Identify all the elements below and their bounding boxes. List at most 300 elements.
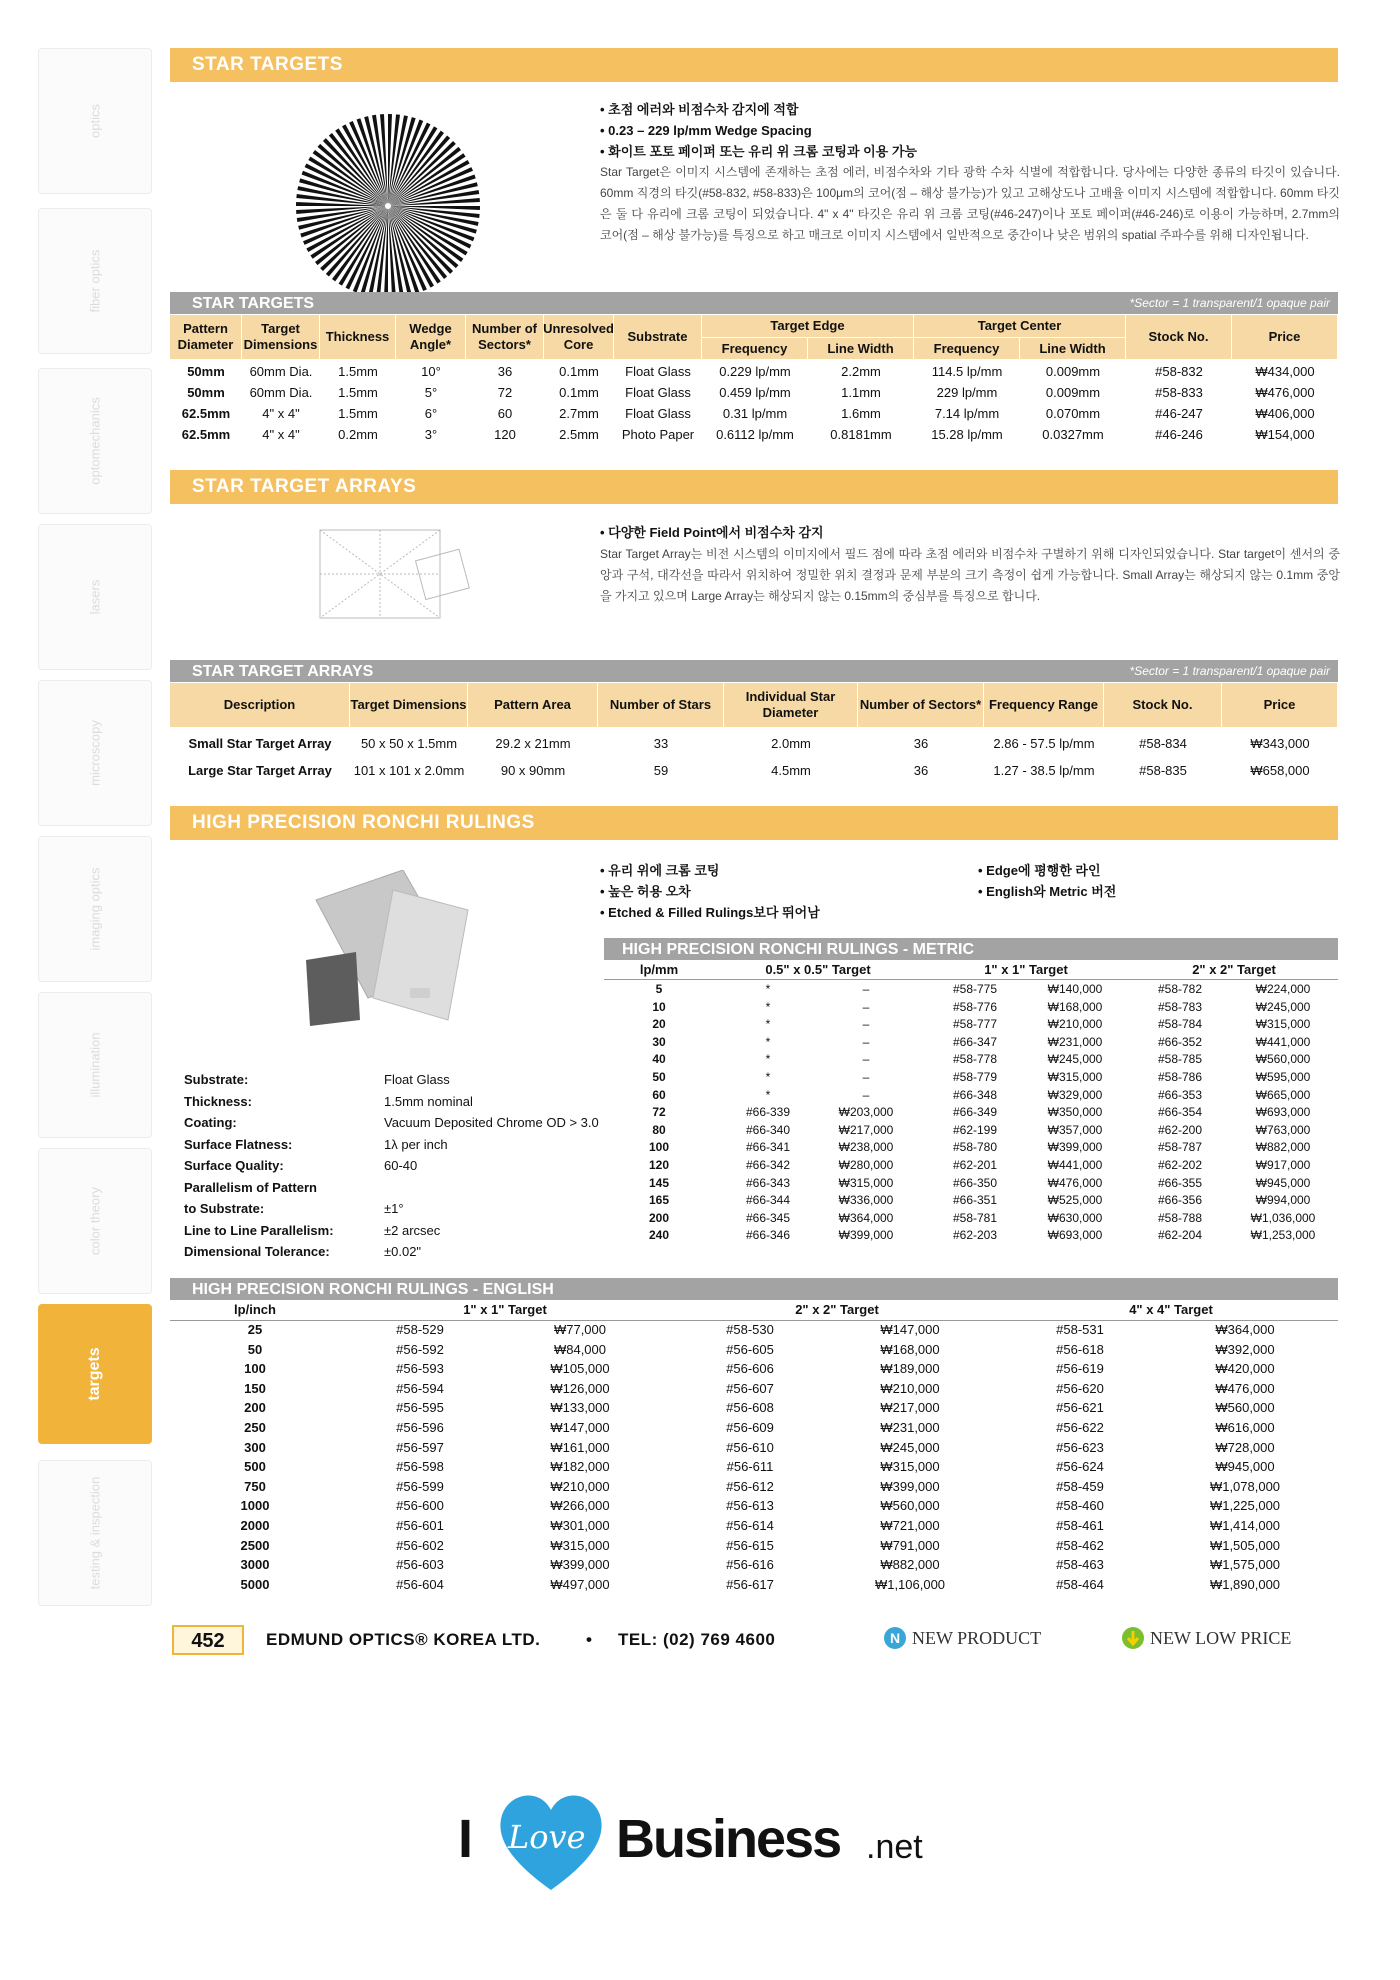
table-cell: #58-788 — [1157, 1210, 1203, 1225]
table-cell: ₩210,000 — [880, 1380, 940, 1396]
table-cell: 15.28 lp/mm — [931, 427, 1003, 442]
col-header: 2" x 2" Target — [1192, 962, 1276, 977]
side-tab-optics[interactable] — [38, 48, 152, 194]
col-header: Number of Sectors* — [858, 683, 984, 727]
spec-value: Vacuum Deposited Chrome OD > 3.0 — [384, 1115, 599, 1130]
table-cell: ₩658,000 — [1250, 763, 1310, 778]
table-cell: 0.0327mm — [1042, 427, 1104, 442]
table-cell: ₩791,000 — [880, 1537, 940, 1553]
col-header: Stock No. — [1104, 683, 1222, 727]
col-header: Price — [1232, 315, 1338, 359]
side-tab-label: optics — [87, 104, 103, 138]
spec-value: Float Glass — [384, 1072, 450, 1087]
spec-label: Line to Line Parallelism: — [184, 1222, 334, 1238]
side-tab-microscopy[interactable] — [38, 680, 152, 826]
table-cell: #66-340 — [745, 1122, 791, 1137]
table-cell: #66-349 — [952, 1105, 998, 1120]
table-cell: 62.5mm — [181, 427, 231, 442]
table-cell: 229 lp/mm — [936, 385, 998, 400]
table-cell: ₩595,000 — [1255, 1070, 1311, 1084]
table-cell: ₩133,000 — [550, 1400, 610, 1416]
table-cell: 2.2mm — [841, 364, 881, 379]
star-array-image — [300, 525, 470, 625]
col-header: Pattern Area — [468, 683, 598, 727]
side-tab-fiber-optics[interactable] — [38, 208, 152, 354]
spec-label: Thickness: — [184, 1093, 252, 1109]
table-cell: #66-343 — [745, 1175, 791, 1190]
table-cell: #56-618 — [1056, 1341, 1104, 1357]
table-cell: #58-531 — [1056, 1322, 1104, 1337]
col-subheader: Frequency — [914, 338, 1020, 359]
table-cell: 36 — [497, 364, 513, 379]
col-header: lp/mm — [639, 962, 679, 977]
table-cell: #56-613 — [726, 1498, 774, 1514]
star-targets-description: Star Target은 이미지 시스템에 존재하는 초점 에러, 비점수차와 기타 광학 수차 식별에 적합합니다. 당사에는 다양한 종류의 타깃이 있습니다. 60mm 직경의 타깃(#58-832, #58-833)은 100μm의 코어(점 – 해상 불가능)가 있고 고해상도나 고배율 이미지 시스템에 적합합니다. 60mm 타깃은 둘 다 유리에 크롬 코팅이 되었습니다. 4" x 4" 타깃은 유리 위 크롬 코팅(#46-247)이나 포토 페이퍼(#46-246)로 이용이 가능하며, 2.7mm의 코어(점 – 해상 불가능)를 특징으로 하고 매크로 이미지 시스템에서 일반적으로 중간이나 낮은 범위의 spatial 주파수를 위해 디자인됩니다. — [600, 165, 1340, 242]
table-cell: #56-601 — [396, 1518, 444, 1533]
table-cell: #58-786 — [1157, 1070, 1203, 1084]
new-low-price-icon — [1122, 1627, 1144, 1649]
table-cell: 60mm Dia. — [249, 385, 313, 400]
table-cell: #62-199 — [952, 1122, 998, 1137]
table-cell: ₩364,000 — [838, 1210, 894, 1225]
table-cell: ₩399,000 — [1047, 1140, 1103, 1155]
table-cell: 165 — [648, 1193, 670, 1208]
table-cell: #56-605 — [726, 1341, 774, 1357]
table-cell: ₩168,000 — [1047, 999, 1103, 1014]
table-cell: 3° — [424, 427, 438, 442]
spec-row — [184, 1072, 594, 1092]
table-cell: 500 — [244, 1459, 266, 1475]
table-cell: * — [765, 1070, 771, 1084]
col-header: Unresolved Core — [544, 315, 614, 359]
side-tab-testing-inspection[interactable] — [38, 1460, 152, 1606]
side-tab-label: lasers — [87, 579, 103, 615]
table-cell: ₩203,000 — [838, 1105, 894, 1120]
table-cell: ₩693,000 — [1255, 1105, 1311, 1120]
table-cell: 100 — [648, 1140, 670, 1155]
arrays-bullets — [600, 522, 1340, 543]
table-cell: 59 — [653, 763, 669, 778]
table-cell: ₩168,000 — [880, 1341, 940, 1357]
table-cell: 120 — [494, 427, 516, 442]
table-cell: ₩945,000 — [1255, 1175, 1311, 1190]
table-cell: ₩77,000 — [553, 1322, 607, 1337]
logo-i: I — [458, 1809, 474, 1869]
table-cell: #66-344 — [745, 1193, 791, 1208]
col-subheader: Line Width — [808, 338, 914, 359]
table-cell: #58-776 — [952, 999, 998, 1014]
spec-row — [184, 1244, 594, 1264]
banner-title: STAR TARGET ARRAYS — [192, 476, 417, 497]
table-cell: #46-247 — [1155, 406, 1203, 421]
table-cell: #66-345 — [745, 1210, 791, 1225]
table-cell: ₩560,000 — [1255, 1052, 1311, 1067]
logo-net: .net — [866, 1828, 923, 1866]
table-cell: ₩560,000 — [1215, 1400, 1275, 1416]
col-header: Frequency Range — [984, 683, 1104, 727]
arrays-description: Star Target Array는 비전 시스템의 이미지에서 필드 점에 따라 초점 에러와 비점수차 구별하기 위해 디자인되었습니다. Star target이 센서의 중앙과 구석, 대각선을 따라서 위치하여 정밀한 위치 결정과 문제 부분의 크기 측정이 쉽게 가능합니다. Small Array는 해상되지 않는 0.1mm 중앙을 가지고 있으며 Large Array는 해상되지 않는 0.15mm의 중심부를 특징으로 합니다. — [600, 547, 1340, 603]
table-cell: #56-600 — [396, 1498, 444, 1514]
table-cell: #56-612 — [726, 1478, 774, 1494]
ronchi-bullets-right — [978, 860, 1338, 902]
table-cell: #66-341 — [745, 1140, 791, 1155]
side-tab-illumination[interactable] — [38, 992, 152, 1138]
star-targets-bullets — [600, 99, 1340, 162]
side-tab-lasers[interactable] — [38, 524, 152, 670]
table-cell: #66-342 — [745, 1158, 791, 1172]
table-cell: ₩315,000 — [1047, 1070, 1103, 1084]
table-cell: 50mm — [187, 385, 225, 400]
side-tab-label: optomechanics — [87, 397, 103, 485]
table-cell: 0.070mm — [1045, 406, 1101, 421]
star-sector — [388, 206, 480, 210]
table-cell: ₩399,000 — [550, 1557, 610, 1573]
table-cell: #62-200 — [1157, 1122, 1203, 1137]
table-cell: ₩84,000 — [553, 1341, 607, 1357]
table-cell: ₩245,000 — [1047, 1052, 1103, 1067]
table-cell: 80 — [652, 1122, 666, 1137]
banner-title: STAR TARGETS — [192, 54, 343, 75]
table-cell: ₩406,000 — [1255, 406, 1315, 421]
table-cell: #58-777 — [952, 1017, 998, 1032]
table-cell: ₩161,000 — [550, 1439, 610, 1455]
table-cell: * — [765, 1052, 771, 1067]
table-cell: #56-624 — [1056, 1459, 1104, 1475]
table-cell: * — [765, 999, 771, 1014]
table-cell: ₩343,000 — [1250, 736, 1310, 751]
table-cell: #58-834 — [1139, 736, 1187, 751]
table-cell: ₩1,225,000 — [1209, 1498, 1281, 1514]
table-cell: ₩560,000 — [880, 1498, 940, 1514]
table-cell: #58-780 — [952, 1140, 998, 1155]
spec-row — [184, 1094, 594, 1114]
spec-row — [184, 1137, 594, 1157]
table-cell: #58-782 — [1157, 982, 1203, 996]
table-cell: #56-610 — [726, 1439, 774, 1455]
side-tab-optomechanics[interactable] — [38, 368, 152, 514]
side-tab-label: illumination — [87, 1032, 103, 1098]
table-cell: ₩315,000 — [838, 1175, 894, 1190]
table-cell: 72 — [497, 385, 513, 400]
table-cell: 6° — [424, 406, 438, 421]
side-tab-targets[interactable] — [38, 1304, 152, 1444]
table-cell: ₩630,000 — [1047, 1210, 1103, 1225]
table-cell: #56-623 — [1056, 1439, 1104, 1455]
table-cell: ₩231,000 — [1047, 1034, 1103, 1049]
header-rule — [604, 979, 1338, 980]
table-cell: ₩721,000 — [880, 1518, 940, 1533]
table-cell: #58-783 — [1157, 999, 1203, 1014]
table-cell: ₩238,000 — [838, 1140, 894, 1155]
table-cell: 10° — [421, 364, 441, 379]
table-cell: ₩1,106,000 — [874, 1576, 946, 1592]
spec-row — [184, 1158, 594, 1178]
table-cell: #56-598 — [396, 1459, 444, 1475]
col-subheader: Frequency — [702, 338, 808, 359]
table-cell: ₩1,253,000 — [1250, 1228, 1316, 1243]
col-subheader: Line Width — [1020, 338, 1126, 359]
table-cell: 300 — [244, 1439, 266, 1455]
table-cell: #56-622 — [1056, 1420, 1104, 1435]
table-cell: 2500 — [240, 1537, 270, 1553]
col-header: 1" x 1" Target — [984, 962, 1068, 977]
table-cell: Small Star Target Array — [188, 736, 332, 751]
table-cell: – — [862, 1070, 870, 1084]
table-cell: #56-607 — [726, 1380, 774, 1396]
table-cell: #66-339 — [745, 1105, 791, 1120]
table-cell: ₩357,000 — [1047, 1122, 1103, 1137]
star-core — [385, 203, 391, 209]
table-cell: #58-463 — [1056, 1557, 1104, 1573]
side-tab-label: microscopy — [87, 720, 103, 786]
table-cell: Photo Paper — [621, 427, 695, 442]
table-cell: ₩441,000 — [1255, 1034, 1311, 1049]
table-cell: ₩126,000 — [550, 1380, 610, 1396]
table-cell: #56-603 — [396, 1557, 444, 1573]
col-header: 1" x 1" Target — [463, 1302, 547, 1317]
spec-value: 1λ per inch — [384, 1136, 448, 1152]
table-cell: 90 x 90mm — [500, 763, 566, 778]
col-header: Price — [1222, 683, 1338, 727]
table-cell: 60 — [497, 406, 513, 421]
table-cell: ₩917,000 — [1255, 1158, 1311, 1172]
spec-label: Surface Quality: — [184, 1158, 284, 1173]
spec-label: to Substrate: — [184, 1201, 265, 1216]
table-cell: 100 — [244, 1361, 266, 1377]
side-tab-color-theory[interactable] — [38, 1148, 152, 1294]
table-cell: #66-348 — [952, 1087, 998, 1102]
bullet-1: • 초점 에러와 비점수차 감지에 적합 — [600, 102, 799, 117]
banner-title: HIGH PRECISION RONCHI RULINGS — [192, 812, 535, 833]
table-cell: 750 — [244, 1478, 266, 1494]
table-cell: #58-775 — [952, 982, 998, 996]
table-cell: #58-460 — [1056, 1498, 1104, 1514]
table-cell: 72 — [652, 1105, 666, 1120]
table-cell: ₩476,000 — [1215, 1380, 1275, 1396]
spec-row — [184, 1201, 594, 1221]
table-cell: ₩147,000 — [880, 1322, 940, 1337]
col-header: Individual Star Diameter — [724, 683, 858, 727]
bullet-2: • 높은 허용 오차 — [600, 884, 691, 899]
footer-tel: TEL: (02) 769 4600 — [618, 1630, 776, 1649]
arrays-table-title-bar — [170, 660, 1338, 682]
col-header: Number of Sectors* — [466, 315, 544, 359]
table-cell: 0.31 lp/mm — [722, 406, 788, 421]
table-cell: #58-781 — [952, 1210, 998, 1225]
ilovebusiness-logo — [458, 1790, 958, 1900]
table-cell: #58-461 — [1056, 1518, 1104, 1533]
table-cell: #66-353 — [1157, 1087, 1203, 1102]
table-cell: #58-779 — [952, 1070, 998, 1084]
table-cell: ₩763,000 — [1255, 1122, 1311, 1137]
table-cell: – — [862, 999, 870, 1014]
table-cell: ₩497,000 — [550, 1576, 610, 1592]
table-cell: ₩217,000 — [880, 1400, 940, 1416]
star-table-title-bar — [170, 292, 1338, 314]
table-cell: ₩315,000 — [880, 1459, 940, 1475]
footer-separator: • — [586, 1630, 592, 1649]
table-cell: – — [862, 1087, 870, 1102]
table-cell: 0.229 lp/mm — [719, 364, 791, 379]
table-cell: – — [862, 1052, 870, 1067]
table-cell: #56-593 — [396, 1361, 444, 1377]
table-cell: 4.5mm — [771, 763, 811, 778]
table-cell: – — [862, 982, 870, 996]
table-cell: #56-621 — [1056, 1400, 1104, 1416]
table-cell: #56-616 — [726, 1557, 774, 1573]
table-cell: ₩280,000 — [838, 1158, 894, 1172]
table-cell: #62-204 — [1157, 1228, 1203, 1243]
table-cell: #46-246 — [1155, 427, 1203, 442]
table-cell: #66-347 — [952, 1034, 998, 1049]
side-tab-imaging-optics[interactable] — [38, 836, 152, 982]
table-cell: 1000 — [240, 1498, 270, 1514]
star-target-image — [292, 110, 484, 302]
table-cell: 36 — [913, 736, 929, 751]
bullet-2: • English와 Metric 버전 — [978, 884, 1117, 899]
spec-value: ±2 arcsec — [384, 1222, 441, 1238]
table-cell: #56-609 — [726, 1420, 774, 1435]
table-cell: 150 — [244, 1380, 266, 1396]
table-cell: ₩994,000 — [1255, 1193, 1311, 1208]
table-cell: #56-602 — [396, 1537, 444, 1553]
side-tab-label: color theory — [87, 1187, 103, 1255]
spec-label: Parallelism of Pattern — [184, 1179, 317, 1195]
table-cell: 240 — [648, 1228, 670, 1243]
star-sector — [296, 202, 388, 206]
table-title: HIGH PRECISION RONCHI RULINGS - METRIC — [622, 941, 975, 958]
table-cell: 33 — [653, 736, 669, 751]
spec-value: ±0.02" — [384, 1244, 422, 1259]
table-cell: ₩399,000 — [838, 1228, 894, 1243]
spec-row — [184, 1223, 594, 1243]
table-cell: 1.5mm — [338, 364, 378, 379]
table-cell: 0.009mm — [1045, 385, 1101, 400]
table-cell: ₩693,000 — [1047, 1228, 1103, 1243]
bullet-3: • 화이트 포토 페이퍼 또는 유리 위 크롬 코팅과 이용 가능 — [600, 144, 917, 159]
table-cell: 5 — [655, 982, 663, 996]
table-cell: ₩399,000 — [880, 1478, 940, 1494]
table-cell: 0.2mm — [338, 427, 378, 442]
col-header: Target Dimensions — [242, 315, 320, 359]
bullet-1: • 유리 위에 크롬 코팅 — [600, 863, 720, 878]
table-cell: 2000 — [240, 1518, 270, 1533]
table-cell: ₩245,000 — [880, 1439, 940, 1455]
english-table-title-bar — [170, 1278, 1338, 1300]
new-product-icon: N — [884, 1627, 906, 1649]
spec-label: Substrate: — [184, 1072, 249, 1087]
table-cell: 2.0mm — [771, 736, 811, 751]
spec-value: ±1° — [384, 1201, 404, 1216]
table-cell: #58-832 — [1155, 364, 1203, 379]
table-cell: ₩329,000 — [1047, 1087, 1103, 1102]
bullet-1: • Edge에 평행한 라인 — [978, 863, 1101, 878]
table-cell: ₩525,000 — [1047, 1193, 1103, 1208]
table-cell: 4" x 4" — [262, 427, 300, 442]
table-cell: 29.2 x 21mm — [495, 736, 571, 751]
table-cell: ₩1,505,000 — [1209, 1537, 1281, 1553]
table-cell: ₩392,000 — [1215, 1341, 1275, 1357]
table-cell: – — [862, 1017, 870, 1032]
table-cell: 0.8181mm — [830, 427, 892, 442]
table-cell: #62-203 — [952, 1228, 998, 1243]
col-header: Target Dimensions — [350, 683, 468, 727]
table-cell: #62-202 — [1157, 1158, 1203, 1172]
table-cell: Large Star Target Array — [188, 763, 332, 778]
table-cell: 36 — [913, 763, 929, 778]
table-cell: 2.7mm — [559, 406, 599, 421]
table-cell: #66-351 — [952, 1193, 998, 1208]
side-tab-label: targets — [86, 1347, 103, 1401]
table-cell: #66-350 — [952, 1175, 998, 1190]
table-cell: ₩882,000 — [1255, 1140, 1311, 1155]
table-cell: 50 x 50 x 1.5mm — [360, 736, 458, 751]
table-cell: #66-356 — [1157, 1193, 1203, 1208]
table-cell: #58-529 — [396, 1322, 444, 1337]
table-cell: #58-787 — [1157, 1140, 1203, 1155]
table-cell: #56-611 — [726, 1459, 774, 1475]
table-cell: 50mm — [187, 364, 225, 379]
table-cell: ₩1,414,000 — [1209, 1518, 1281, 1533]
bullet-3: • Etched & Filled Rulings보다 뛰어남 — [600, 905, 820, 920]
table-cell: #56-619 — [1056, 1361, 1104, 1377]
table-cell: #56-620 — [1056, 1380, 1104, 1396]
col-header-group: Target Center — [914, 315, 1126, 337]
table-cell: ₩1,575,000 — [1209, 1557, 1281, 1573]
table-cell: 145 — [648, 1175, 670, 1190]
table-cell: ₩315,000 — [550, 1537, 610, 1553]
table-cell: ₩182,000 — [550, 1459, 610, 1475]
star-sector — [384, 206, 388, 298]
table-cell: #56-596 — [396, 1420, 444, 1435]
table-cell: * — [765, 982, 771, 996]
table-note: *Sector = 1 transparent/1 opaque pair — [1129, 664, 1330, 678]
table-cell: * — [765, 1034, 771, 1049]
star-sector — [388, 114, 392, 206]
page-number-box — [172, 1625, 244, 1655]
table-cell: ₩1,078,000 — [1209, 1478, 1281, 1494]
side-tab-label: testing & inspection — [87, 1476, 103, 1590]
table-cell: ₩147,000 — [550, 1420, 610, 1435]
footer-company: EDMUND OPTICS® KOREA LTD. — [266, 1630, 541, 1649]
table-cell: ₩301,000 — [550, 1518, 610, 1533]
col-header: Thickness — [320, 315, 396, 359]
table-cell: ₩1,036,000 — [1250, 1210, 1316, 1225]
page-number: 452 — [191, 1630, 225, 1652]
table-cell: #56-592 — [396, 1341, 444, 1357]
table-cell: 2.86 - 57.5 lp/mm — [993, 736, 1095, 751]
spec-row — [184, 1180, 594, 1200]
table-cell: * — [765, 1017, 771, 1032]
table-cell: ₩266,000 — [550, 1498, 610, 1514]
col-header: Stock No. — [1126, 315, 1232, 359]
table-title: STAR TARGETS — [192, 295, 315, 312]
spec-label: Surface Flatness: — [184, 1136, 293, 1152]
table-cell: #66-355 — [1157, 1175, 1203, 1190]
side-tab-label: imaging optics — [87, 867, 103, 951]
col-header: lp/inch — [234, 1302, 276, 1317]
table-cell: #56-595 — [396, 1400, 444, 1416]
table-cell: #56-594 — [396, 1380, 444, 1396]
table-cell: 25 — [247, 1322, 263, 1337]
table-cell: #56-617 — [726, 1576, 774, 1592]
table-cell: 0.009mm — [1045, 364, 1101, 379]
table-cell: ₩616,000 — [1215, 1420, 1275, 1435]
table-cell: #58-785 — [1157, 1052, 1203, 1067]
table-cell: 1.6mm — [841, 406, 881, 421]
table-cell: #56-599 — [396, 1478, 444, 1494]
table-cell: 3000 — [240, 1557, 270, 1573]
